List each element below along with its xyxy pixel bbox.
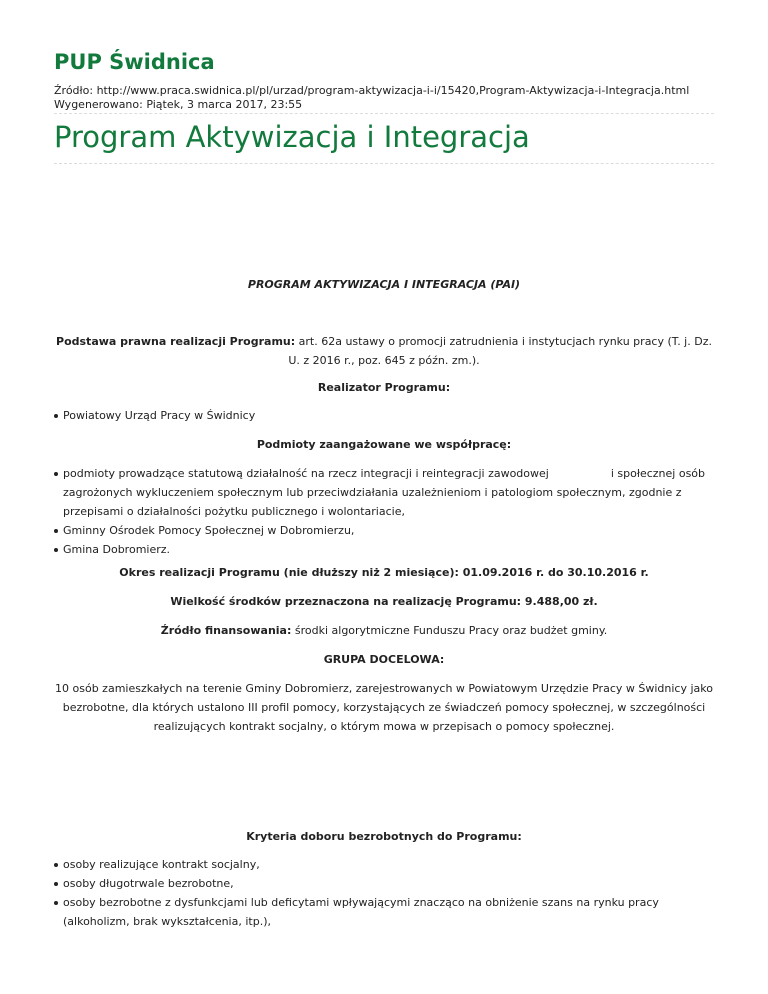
target-group-heading: GRUPA DOCELOWA: <box>323 653 445 666</box>
source-url: Źródło: http://www.praca.swidnica.pl/pl/urzad/program-aktywizacja-i-i/15420,Program-Aktywizacja-i-Integracja.html <box>54 84 690 97</box>
list-item: Gmina Dobromierz. <box>54 540 714 559</box>
list-item: osoby bezrobotne z dysfunkcjami lub deficytami wpływającymi znacząco na obniżenie szans na rynku pracy (alkoholizm, brak wykształcenia, itp.), <box>54 893 714 931</box>
program-period: Okres realizacji Programu (nie dłuższy niż 2 miesiące): 01.09.2016 r. do 30.10.2016 r. <box>119 566 649 579</box>
separator-top <box>54 113 714 114</box>
criteria-list <box>54 855 714 931</box>
document-meta <box>54 84 689 112</box>
financing-label: Źródło finansowania: <box>160 624 292 637</box>
generated-date: Wygenerowano: Piątek, 3 marca 2017, 23:55 <box>54 98 303 111</box>
list-item <box>54 464 714 521</box>
page-title: Program Aktywizacja i Integracja <box>54 120 530 154</box>
list-item: Gminny Ośrodek Pomocy Społecznej w Dobromierzu, <box>54 521 714 540</box>
program-funds: Wielkość środków przeznaczona na realizację Programu: 9.488,00 zł. <box>170 595 598 608</box>
separator-title <box>54 163 714 164</box>
target-group-text: 10 osób zamieszkałych na terenie Gminy Dobromierz, zarejestrowanych w Powiatowym Urzędzie Pracy w Świdnicy jako bezrobotne, dla których ustalono III profil pomocy, korzystających ze świadczeń pomocy społecznej, w szczególności realizujących kontrakt socjalny, o którym mowa w przepisach o pomocy społecznej. <box>55 682 713 733</box>
program-heading: PROGRAM AKTYWIZACJA I INTEGRACJA (PAI) <box>247 278 521 291</box>
financing-text: środki algorytmiczne Funduszu Pracy oraz budżet gminy. <box>291 624 608 637</box>
criteria-heading: Kryteria doboru bezrobotnych do Programu: <box>246 830 522 843</box>
financing <box>54 621 714 640</box>
legal-basis-label: Podstawa prawna realizacji Programu: <box>56 335 296 348</box>
list-item: Powiatowy Urząd Pracy w Świdnicy <box>54 406 714 425</box>
partners-heading: Podmioty zaangażowane we współpracę: <box>256 438 512 451</box>
realizer-list <box>54 406 714 425</box>
site-title: PUP Świdnica <box>54 50 215 74</box>
list-item: osoby długotrwale bezrobotne, <box>54 874 714 893</box>
list-item: osoby realizujące kontrakt socjalny, <box>54 855 714 874</box>
partner-1-part-b: i społecznej osób zagrożonych wykluczeniem społecznym lub przeciwdziałania uzależnieniom i patologiom społecznym, zgodnie z przepisami o działalności pożytku publicznego i wolontariacie, <box>63 467 706 518</box>
realizer-heading: Realizator Programu: <box>317 381 451 394</box>
partner-1-part-a: podmioty prowadzące statutową działalność na rzecz integracji i reintegracji zawodowej <box>63 467 549 480</box>
legal-basis <box>54 332 714 370</box>
partners-list <box>54 464 714 559</box>
legal-basis-text: art. 62a ustawy o promocji zatrudnienia i instytucjach rynku pracy (T. j. Dz. U. z 2016 r., poz. 645 z późn. zm.). <box>288 335 712 367</box>
